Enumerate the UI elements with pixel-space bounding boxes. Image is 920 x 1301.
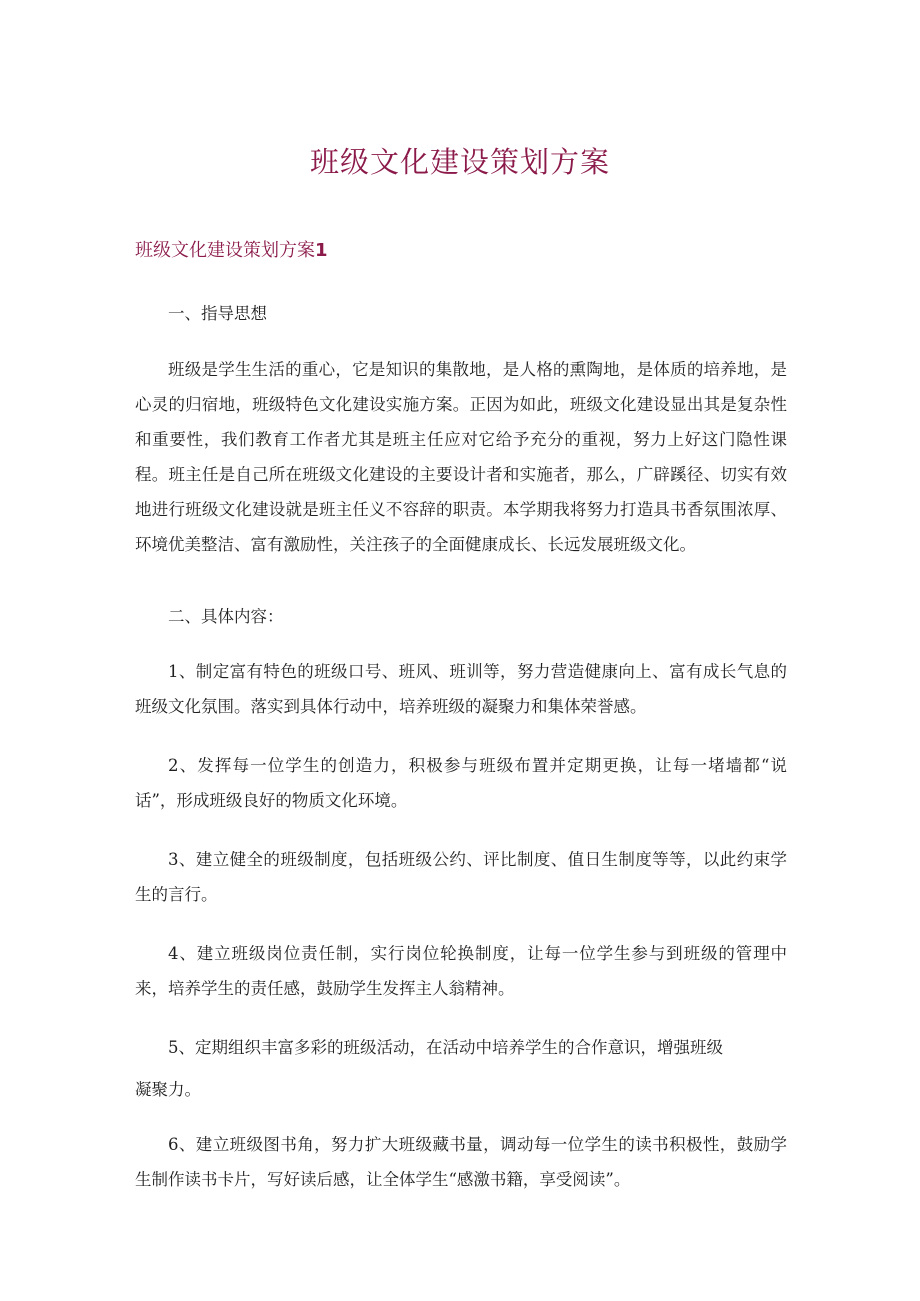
- list-item-6: 6、建立班级图书角，努力扩大班级藏书量，调动每一位学生的读书积极性，鼓励学生制作读书卡片，写好读后感，让全体学生“感激书籍，享受阅读”。: [135, 1135, 787, 1189]
- list-item-5-line-1: 5、定期组织丰富多彩的班级活动，在活动中培养学生的合作意识，增强班级: [168, 1038, 723, 1057]
- list-item-5-line-2: 凝聚力。: [135, 1080, 201, 1099]
- heading-guiding-ideology: 一、指导思想: [168, 304, 267, 323]
- list-item-3: 3、建立健全的班级制度，包括班级公约、评比制度、值日生制度等等，以此约束学生的言行。: [135, 850, 787, 904]
- list-item-2: 2、发挥每一位学生的创造力，积极参与班级布置并定期更换，让每一堵墙都“说话”，形成班级良好的物质文化环境。: [135, 756, 787, 810]
- section-title-text: 班级文化建设策划方案: [135, 240, 315, 261]
- section-title: [135, 236, 328, 262]
- document-title: 班级文化建设策划方案: [309, 145, 610, 179]
- list-item-1: 1、制定富有特色的班级口号、班风、班训等，努力营造健康向上、富有成长气息的班级文化氛围。落实到具体行动中，培养班级的凝聚力和集体荣誉感。: [135, 662, 787, 716]
- list-item-4: 4、建立班级岗位责任制，实行岗位轮换制度，让每一位学生参与到班级的管理中来，培养学生的责任感，鼓励学生发挥主人翁精神。: [135, 944, 787, 998]
- section-number: 1: [315, 240, 328, 261]
- paragraph-guiding-ideology: 班级是学生生活的重心，它是知识的集散地，是人格的熏陶地，是体质的培养地，是心灵的归宿地，班级特色文化建设实施方案。正因为如此，班级文化建设显出其是复杂性和重要性，我们教育工作者尤其是班主任应对它给予充分的重视，努力上好这门隐性课程。班主任是自己所在班级文化建设的主要设计者和实施者，那么，广辟蹊径、切实有效地进行班级文化建设就是班主任义不容辞的职责。本学期我将努力打造具书香氛围浓厚、环境优美整洁、富有激励性，关注孩子的全面健康成长、长远发展班级文化。: [135, 360, 787, 554]
- heading-specific-content: 二、具体内容：: [168, 607, 284, 626]
